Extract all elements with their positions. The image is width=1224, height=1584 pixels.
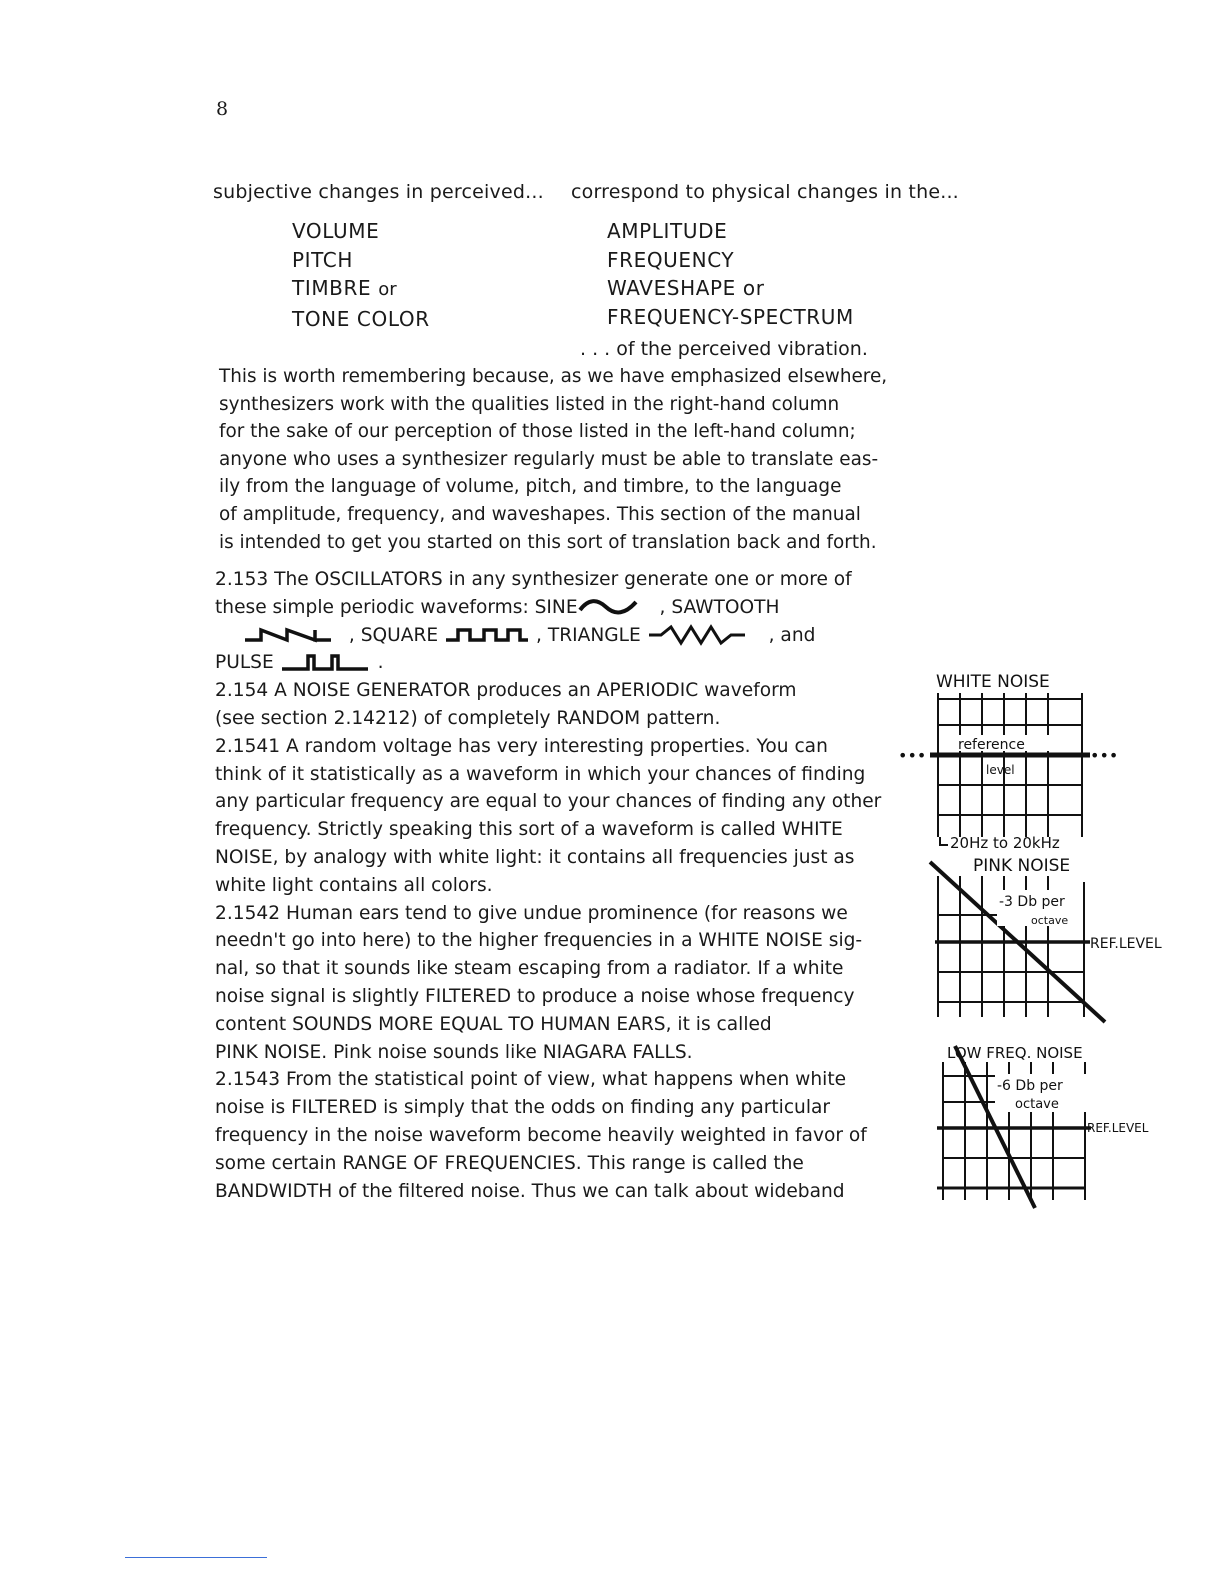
page-number: 8 xyxy=(216,98,229,120)
pink-noise-diagram xyxy=(925,852,1195,1032)
table-footer: . . . of the perceived vibration. xyxy=(580,338,868,360)
text-line: 2.154 A NOISE GENERATOR produces an APERIODIC waveform xyxy=(215,680,797,702)
text-line: (see section 2.14212) of completely RANDOM pattern. xyxy=(215,707,721,729)
low-slope-label: -6 Db per xyxy=(997,1078,1063,1094)
text-line: any particular frequency are equal to your chances of finding any other xyxy=(215,791,882,813)
footnote-rule xyxy=(125,1557,267,1558)
white-noise-dots-left: ••• xyxy=(898,746,927,765)
text-line: 2.153 The OSCILLATORS in any synthesizer generate one or more of xyxy=(215,569,852,590)
text-line: 2.1541 A random voltage has very interesting properties. You can xyxy=(215,735,828,757)
waveform-line: these simple periodic waveforms: SINE , SAWTOOTH xyxy=(215,596,780,618)
text-line: noise signal is slightly FILTERED to produce a noise whose frequency xyxy=(215,985,855,1007)
text-line: This is worth remembering because, as we have emphasized elsewhere, xyxy=(219,366,888,387)
sawtooth-wave-icon xyxy=(243,624,333,646)
physical-quality: AMPLITUDE xyxy=(607,219,728,243)
low-freq-noise-title: LOW FREQ. NOISE xyxy=(947,1044,1083,1062)
low-freq-noise-diagram xyxy=(925,1038,1195,1213)
sine-wave-icon xyxy=(578,596,642,618)
text-line: some certain RANGE OF FREQUENCIES. This range is called the xyxy=(215,1152,804,1174)
text-line: 2.1543 From the statistical point of view, what happens when white xyxy=(215,1069,847,1091)
text-line: is intended to get you started on this sort of translation back and forth. xyxy=(219,531,877,553)
level-label: level xyxy=(986,763,1015,777)
white-noise-title: WHITE NOISE xyxy=(936,672,1050,692)
text-line: synthesizers work with the qualities listed in the right-hand column xyxy=(219,393,840,415)
square-wave-icon xyxy=(444,624,530,646)
waveform-line: , SQUARE , TRIANGLE , and xyxy=(215,622,905,650)
pink-slope-label: -3 Db per xyxy=(999,894,1065,910)
perceived-qualities-column xyxy=(292,217,430,333)
pulse-wave-icon xyxy=(280,652,372,674)
text-line: content SOUNDS MORE EQUAL TO HUMAN EARS, it is called xyxy=(215,1013,772,1035)
text-line: BANDWIDTH of the filtered noise. Thus we can talk about wideband xyxy=(215,1180,845,1202)
physical-qualities-column xyxy=(607,217,854,331)
perceived-quality: VOLUME xyxy=(292,219,380,243)
text-line: of amplitude, frequency, and waveshapes. This section of the manual xyxy=(219,503,861,525)
waveform-line: PULSE . xyxy=(215,652,384,674)
table-right-header: correspond to physical changes in the... xyxy=(571,181,959,203)
text-line: needn't go into here) to the higher frequencies in a WHITE NOISE sig- xyxy=(215,930,863,952)
text-line: frequency in the noise waveform become heavily weighted in favor of xyxy=(215,1124,867,1146)
reference-label: reference xyxy=(958,737,1025,753)
intro-paragraph xyxy=(219,363,899,556)
perceived-quality: TIMBRE or xyxy=(292,276,397,300)
text-line: NOISE, by analogy with white light: it contains all frequencies just as xyxy=(215,846,855,868)
text-line: anyone who uses a synthesizer regularly must be able to translate eas- xyxy=(219,448,879,470)
text-line: for the sake of our perception of those listed in the left-hand column; xyxy=(219,421,856,443)
text-line: white light contains all colors. xyxy=(215,874,493,896)
triangle-wave-icon xyxy=(647,624,747,646)
text-line: 2.1542 Human ears tend to give undue prominence (for reasons we xyxy=(215,902,848,924)
physical-quality: FREQUENCY-SPECTRUM xyxy=(607,304,854,329)
pink-noise-title: PINK NOISE xyxy=(973,856,1071,876)
perceived-quality: TONE COLOR xyxy=(292,306,430,331)
perceived-quality: PITCH xyxy=(292,247,354,272)
physical-quality: WAVESHAPE or xyxy=(607,276,765,300)
text-line: nal, so that it sounds like steam escaping from a radiator. If a white xyxy=(215,958,844,980)
text-line: frequency. Strictly speaking this sort of a waveform is called WHITE xyxy=(215,819,843,841)
body-text xyxy=(215,566,905,1205)
text-line: think of it statistically as a waveform in which your chances of finding xyxy=(215,763,866,785)
pink-octave-label: octave xyxy=(1031,914,1069,927)
text-line: noise is FILTERED is simply that the odds on finding any particular xyxy=(215,1097,831,1119)
physical-quality: FREQUENCY xyxy=(607,247,735,272)
text-line: ily from the language of volume, pitch, and timbre, to the language xyxy=(219,476,842,498)
pink-ref-level-label: REF.LEVEL xyxy=(1090,936,1162,952)
white-noise-dots-right: ••• xyxy=(1090,746,1119,765)
low-ref-level-label: REF.LEVEL xyxy=(1087,1121,1149,1135)
frequency-range-label: 20Hz to 20kHz xyxy=(950,834,1060,852)
white-noise-diagram xyxy=(890,665,1120,860)
table-left-header: subjective changes in perceived... xyxy=(213,181,544,203)
low-octave-label: octave xyxy=(1015,1097,1059,1112)
text-line: PINK NOISE. Pink noise sounds like NIAGARA FALLS. xyxy=(215,1041,693,1063)
